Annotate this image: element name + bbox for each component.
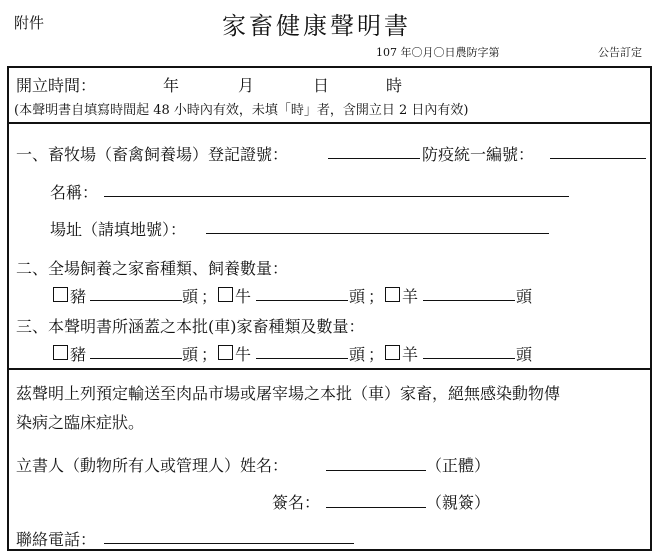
section-divider-2 xyxy=(7,368,652,370)
epidemic-id-label: 防疫統一編號： xyxy=(422,145,535,164)
batch-sheep-unit: 頭 xyxy=(516,345,533,364)
validity-note: (本聲明書自填寫時間起 48 小時內有效，未填「時」者，含開立日 2 日內有效) xyxy=(14,103,469,118)
epidemic-id-field[interactable] xyxy=(550,158,646,159)
whole-pig-unit: 頭 xyxy=(182,287,199,306)
batch-cattle-checkbox[interactable] xyxy=(218,345,233,360)
issue-month-label: 月 xyxy=(238,76,255,95)
batch-sheep-checkbox[interactable] xyxy=(385,345,400,360)
whole-sheep-count-field[interactable] xyxy=(423,300,515,301)
whole-pig-label: 豬 xyxy=(70,287,87,306)
batch-sheep-count-field[interactable] xyxy=(423,358,515,359)
farm-registration-field[interactable] xyxy=(328,158,420,159)
signature-field[interactable] xyxy=(326,507,426,508)
whole-farm-title: 二、全場飼養之家畜種類、飼養數量： xyxy=(16,259,289,278)
whole-sheep-unit: 頭 xyxy=(516,287,533,306)
batch-title: 三、本聲明書所涵蓋之本批(車)家畜種類及數量： xyxy=(16,317,365,336)
signature-label: 簽名： xyxy=(272,493,321,512)
signer-name-label: 立書人（動物所有人或管理人）姓名： xyxy=(16,456,289,475)
batch-sheep-label: 羊 xyxy=(402,345,419,364)
batch-pig-checkbox[interactable] xyxy=(53,345,68,360)
declaration-line-1: 茲聲明上列預定輸送至肉品市場或屠宰場之本批（車）家畜，絕無感染動物傳 xyxy=(16,384,561,403)
whole-cattle-label: 牛 xyxy=(235,287,252,306)
whole-sheep-checkbox[interactable] xyxy=(385,287,400,302)
whole-separator-2: ； xyxy=(368,287,385,306)
farm-address-label: 場址（請填地號）： xyxy=(50,220,187,239)
issue-day-label: 日 xyxy=(313,76,330,95)
batch-separator-1: ； xyxy=(201,345,218,364)
signature-note: （親簽） xyxy=(426,493,491,512)
whole-separator-1: ； xyxy=(201,287,218,306)
whole-cattle-checkbox[interactable] xyxy=(218,287,233,302)
issue-time-label: 開立時間： xyxy=(16,76,97,95)
batch-separator-2: ； xyxy=(368,345,385,364)
announcement-label: 公告訂定 xyxy=(598,46,642,59)
batch-pig-count-field[interactable] xyxy=(90,358,182,359)
whole-sheep-label: 羊 xyxy=(402,287,419,306)
whole-cattle-unit: 頭 xyxy=(349,287,366,306)
batch-cattle-label: 牛 xyxy=(235,345,252,364)
batch-cattle-unit: 頭 xyxy=(349,345,366,364)
page-title: 家畜健康聲明書 xyxy=(222,12,411,40)
document-number: 107 年〇月〇日農防字第 xyxy=(376,46,500,59)
signer-print-note: （正體） xyxy=(426,456,491,475)
issue-hour-label: 時 xyxy=(386,76,403,95)
issue-year-label: 年 xyxy=(163,76,180,95)
farm-address-field[interactable] xyxy=(206,233,549,234)
farm-name-label: 名稱： xyxy=(50,183,99,202)
farm-registration-label: 一、畜牧場（畜禽飼養場）登記證號： xyxy=(16,145,289,164)
section-divider-1 xyxy=(7,122,652,124)
farm-name-field[interactable] xyxy=(104,196,569,197)
batch-pig-unit: 頭 xyxy=(182,345,199,364)
declaration-line-2: 染病之臨床症狀。 xyxy=(16,413,145,432)
batch-pig-label: 豬 xyxy=(70,345,87,364)
phone-field[interactable] xyxy=(104,543,354,544)
batch-cattle-count-field[interactable] xyxy=(256,358,348,359)
whole-pig-count-field[interactable] xyxy=(90,300,182,301)
signer-name-field[interactable] xyxy=(326,470,426,471)
whole-pig-checkbox[interactable] xyxy=(53,287,68,302)
form-frame xyxy=(7,66,652,551)
attachment-label: 附件 xyxy=(14,14,45,32)
phone-label: 聯絡電話： xyxy=(16,530,97,549)
whole-cattle-count-field[interactable] xyxy=(256,300,348,301)
